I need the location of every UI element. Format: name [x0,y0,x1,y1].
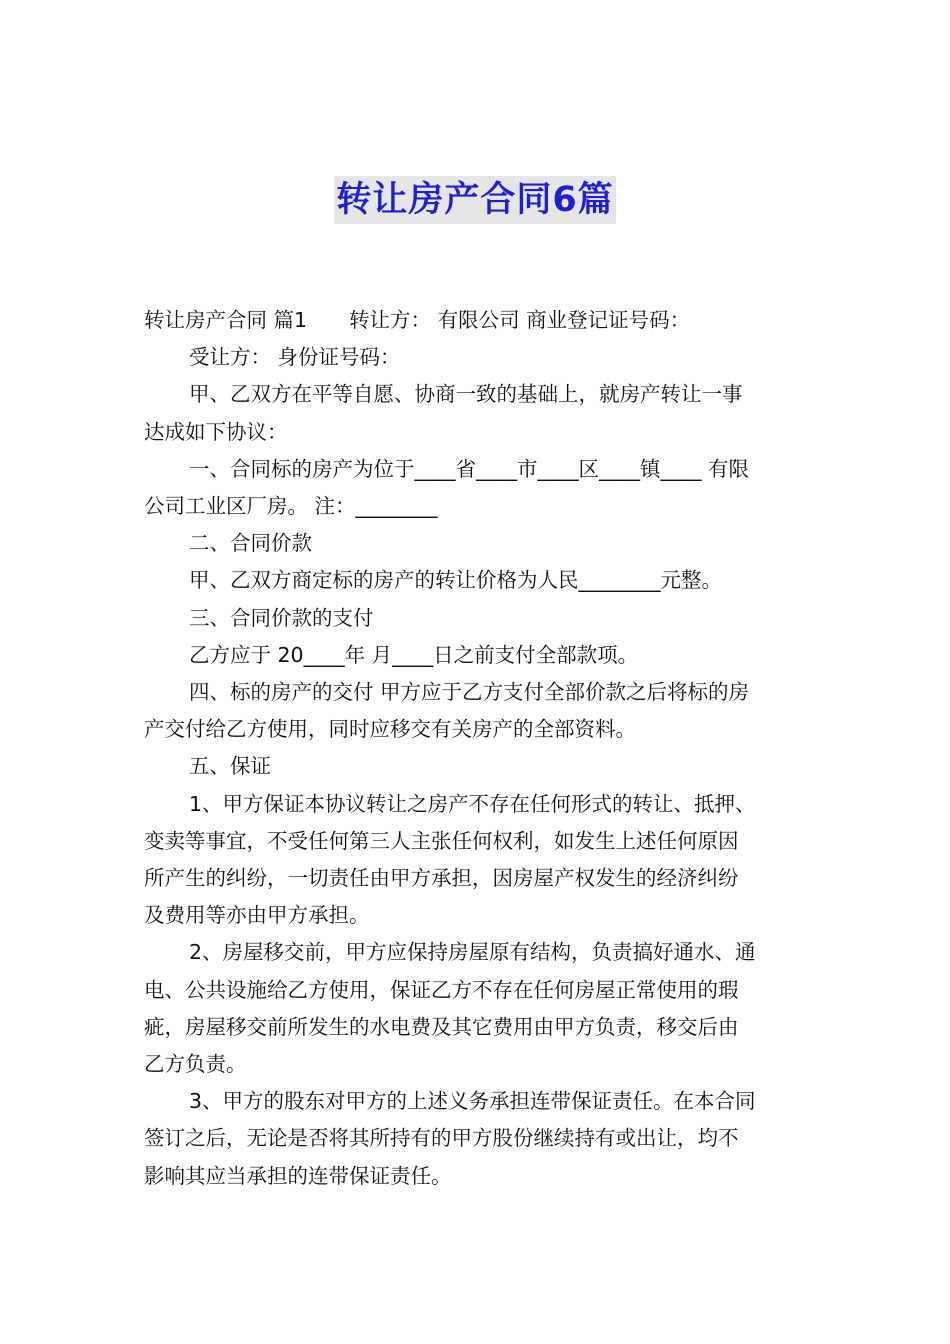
paragraph-line: 电、公共设施给乙方使用，保证乙方不存在任何房屋正常使用的瑕 [144,977,739,1002]
paragraph-line: 影响其应当承担的连带保证责任。 [144,1163,452,1188]
clause-3-paragraph [144,637,806,674]
paragraph-line: 公司工业区厂房。 注：________ [144,494,438,519]
contract-body [144,302,806,1195]
transferor-field: 转让方： 有限公司 商业登记证号码： [349,308,691,332]
paragraph-line: 及费用等亦由甲方承担。 [144,903,370,928]
paragraph-line: 所产生的纠纷，一切责任由甲方承担，因房屋产权发生的经济纠纷 [144,866,739,891]
agreement-intro-paragraph [144,376,806,450]
paragraph-line: 三、合同价款的支付 [189,605,374,630]
clause-5-item-1 [144,786,806,935]
paragraph-line: 乙方应于 20____年 月____日之前支付全部款项。 [189,642,639,667]
paragraph-line: 疵，房屋移交前所发生的水电费及其它费用由甲方负责，移交后由 [144,1014,739,1039]
document-title-block [0,176,950,224]
paragraph-line: 一、合同标的房产为位于____省____市____区____镇____ 有限 [189,456,750,481]
paragraph-line: 受让方： 身份证号码： [189,345,401,370]
paragraph-line: 3、甲方的股东对甲方的上述义务承担连带保证责任。在本合同 [189,1089,756,1114]
clause-5-item-3 [144,1083,806,1195]
paragraph-line: 四、标的房产的交付 甲方应于乙方支付全部价款之后将标的房 [189,680,750,705]
paragraph-line: 乙方负责。 [144,1052,247,1077]
paragraph-line: 甲、乙双方在平等自愿、协商一致的基础上，就房产转让一事 [189,382,743,407]
clause-2-paragraph [144,562,806,599]
paragraph-line: 签订之后，无论是否将其所持有的甲方股份继续持有或出让，均不 [144,1126,739,1151]
paragraph-line: 1、甲方保证本协议转让之房产不存在任何形式的转让、抵押、 [189,791,756,816]
contract-header-paragraph [144,302,806,339]
paragraph-line: 二、合同价款 [189,531,312,556]
transferee-paragraph [144,339,806,376]
clause-5-item-2 [144,934,806,1083]
paragraph-line: 产交付给乙方使用，同时应移交有关房产的全部资料。 [144,717,636,742]
paragraph-line: 变卖等事宜，不受任何第三人主张任何权利，如发生上述任何原因 [144,828,739,853]
paragraph-line: 达成如下协议： [144,419,288,444]
paragraph-line [144,302,806,339]
paragraph-line: 甲、乙双方商定标的房产的转让价格为人民________元整。 [189,568,722,593]
clause-5-heading [144,748,806,785]
paragraph-line: 2、房屋移交前，甲方应保持房屋原有结构，负责搞好通水、通 [189,940,756,965]
clause-4-paragraph [144,674,806,748]
contract-subtitle: 转让房产合同 篇1 [144,308,308,332]
document-title: 转让房产合同6篇 [334,176,615,224]
clause-3-heading [144,600,806,637]
paragraph-line: 五、保证 [189,754,271,779]
clause-1-paragraph [144,451,806,525]
clause-2-heading [144,525,806,562]
